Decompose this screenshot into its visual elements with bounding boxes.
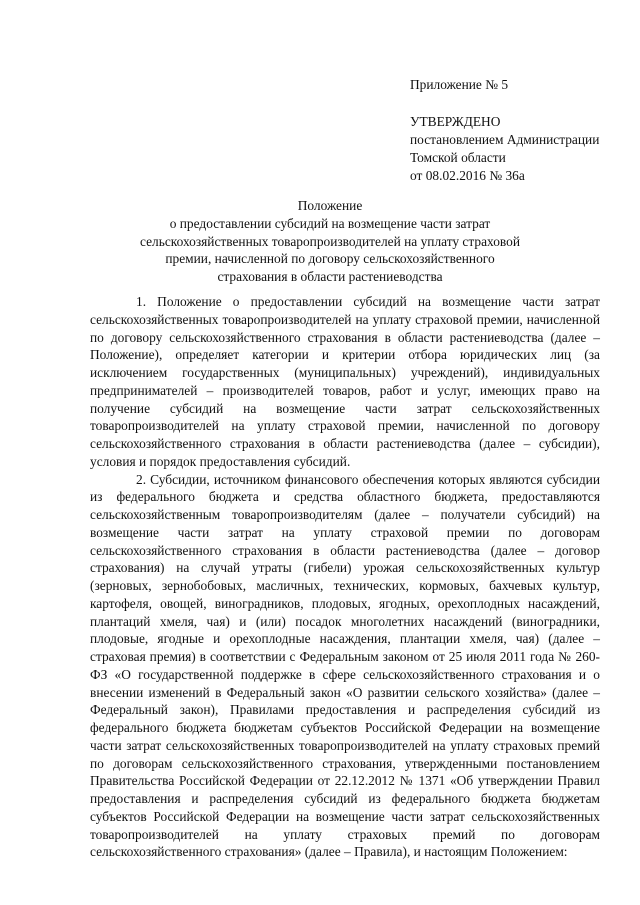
approval-line-2: Томской области [410,150,506,165]
paragraph-2: 2. Субсидии, источником финансового обеспечения которых являются субсидии из федерального бюджета и средства областного бюджета, предоставляются сельскохозяйственным товаропроизводителям (далее – получатели субсидий) на возмещение части затрат на уплату страховой премии по договорам сельскохозяйственного страхования в области растениеводства (далее – договор страхования) на случай утраты (гибели) урожая сельскохозяйственных культур (зерновых, зернобобовых, масличных, технических, кормовых, бахчевых культур, картофеля, овощей, винограднико​в, плодовых, ягодных, орехоплодных насаждений, плантаций хмеля, чая) и (или) посадок многолетних насаждений (виноградники, плодовые, ягодные и орехоплодные насаждения, плантации хмеля, чая) (далее – страховая премия) в соответствии с Федеральным законом от 25 июля 2011 года № 260-ФЗ «О государственной поддержке в сфере сельскохозяйственного страхования и о внесении изменений в Федеральный закон «О развитии сельского хозяйства» (далее – Федеральный закон), Правилами предоставления и распределения субсидий из федерального бюджета бюджетам субъектов Российской Федерации на возмещение части затрат сельскохозяйственных товаропроизводителей на уплату страховых премий по договорам сельскохозяйственного страхования, утвержденными постановлением Правительства Российской Федерации от 22.12.2012 № 1371 «Об утверждении Правил предоставления и распределения субсидий из федерального бюджета бюджетам субъектов Российской Федерации на возмещение части затрат сельскохозяйственных товаропроизводителей на уплату страховых премий по договорам сельскохозяйственного страхования» (далее – Правила), и настоящим Положением: [90,471,600,860]
title-line: о предоставлении субсидий на возмещение части затрат [169,215,491,231]
approved-stamp-text: УТВЕРЖДЕНО [410,114,501,129]
approval-line-1: постановлением Администрации [410,132,600,147]
title-line: Положение [297,198,363,213]
approval-spacer [410,94,625,113]
approval-block [410,76,625,185]
document-body [90,293,600,861]
document-title [120,197,540,286]
title-line: сельскохозяйственных товаропроизводителей на уплату страховой [139,233,521,249]
title-line: премии, начисленной по договору сельскохозяйственного [165,251,495,267]
title-line: страхования в области растениеводства [217,269,443,285]
paragraph-1: 1. Положение о предоставлении субсидий на возмещение части затрат сельскохозяйственных товаропроизводителей на уплату страховой премии, начисленной по договору сельскохозяйственного страхования в области растениеводства (далее – Положение), определяет категории и критерии отбора юридических лиц (за исключением государственных (муниципальных) учреждений), индивидуальных предпринимателей – производителей товаров, работ и услуг, имеющих право на получение субсидий на возмещение части затрат сельскохозяйственных товаропроизводителей на уплату страховой премии, начисленной по договору сельскохозяйственного страхования в области растениеводства (далее – субсидии), условия и порядок предоставления субсидий. [90,294,600,469]
appendix-number: Приложение № 5 [410,77,509,92]
approval-line-3: от 08.02.2016 № 36а [410,168,525,183]
